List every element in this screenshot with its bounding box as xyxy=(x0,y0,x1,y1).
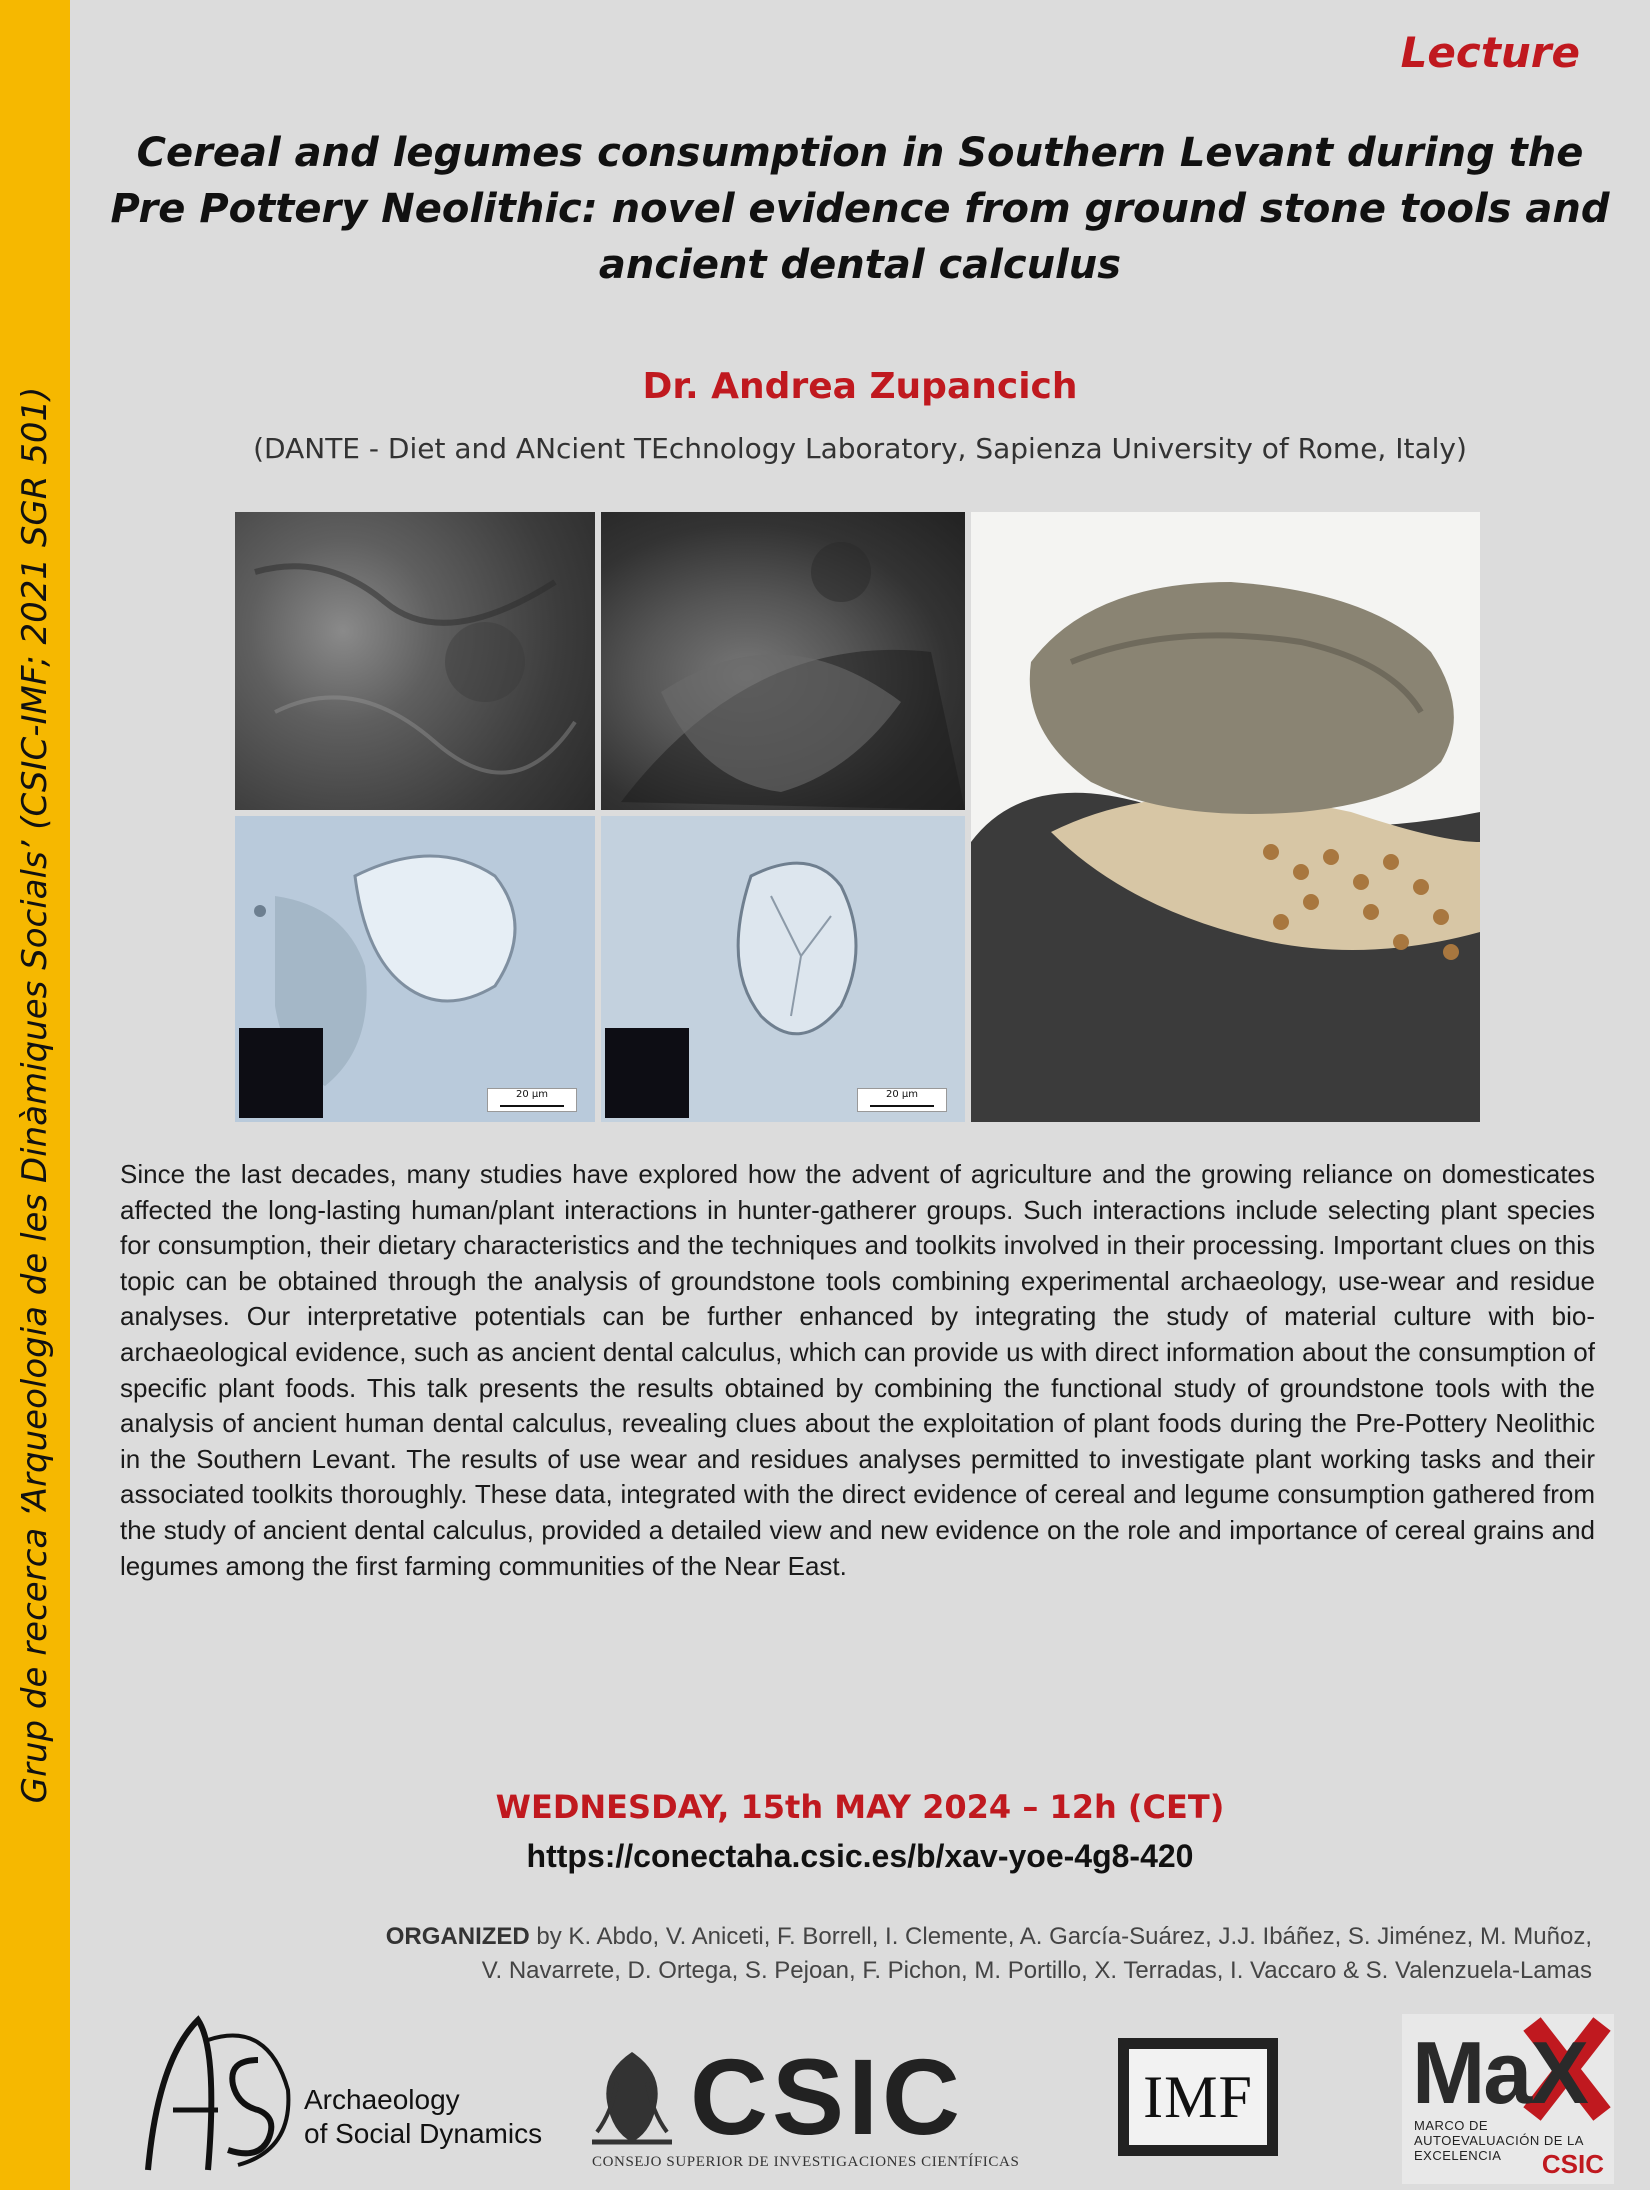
scale-bar: 20 µm xyxy=(857,1088,947,1112)
organizers-names-2: V. Navarrete, D. Ortega, S. Pejoan, F. Pichon, M. Portillo, X. Terradas, I. Vaccaro & S. Valenzuela-Lamas xyxy=(481,1957,1592,1984)
logo-strip xyxy=(70,2000,1650,2190)
stone-surface-micrograph-2 xyxy=(601,512,965,810)
asd-name-line-1: Archaeology xyxy=(304,2084,460,2115)
abstract-text: Since the last decades, many studies have explored how the advent of agriculture and the growing reliance on domesticates affected the long-lasting human/plant interactions in hunter-gatherer groups. Such interactions include selecting plant species for consumption, their dietary characteristics and the techniques and toolkits involved in their processing. Important clues on this topic can be obtained through the analysis of groundstone tools combining experimental archaeology, use-wear and residue analyses. Our interpretative potentials can be further enhanced by integrating the study of material culture with bio-archaeological evidence, such as ancient dental calculus, which can provide us with direct information about the consumption of specific plant foods. This talk presents the results obtained by combining the functional study of groundstone tools with the analysis of ancient human dental calculus, revealing clues about the exploitation of plant foods during the Pre-Pottery Neolithic in the Southern Levant. The results of use wear and residues analyses permitted to investigate plant working tasks and their associated toolkits thoroughly. These data, integrated with the direct evidence of cereal and legume consumption gathered from the study of ancient dental calculus, provided a detailed view and new evidence on the role and importance of cereal grains and legumes among the first farming communities of the Near East. xyxy=(120,1159,1595,1581)
title-line-2: Pre Pottery Neolithic: novel evidence from ground stone tools and xyxy=(110,186,1610,232)
sidebar-text: Grup de recerca ‘Arqueologia de les Dinàmiques Socials’ (CSIC-IMF; 2021 SGR 501) xyxy=(15,386,55,1804)
image-collage xyxy=(235,512,1480,1122)
max-logo xyxy=(1402,2014,1614,2184)
imf-logo xyxy=(1118,2038,1278,2156)
max-wordmark: MaX xyxy=(1412,2023,1587,2122)
csic-wordmark: CSIC xyxy=(690,2036,965,2157)
csic-emblem-icon xyxy=(582,2042,682,2152)
grinding-stone-illustration xyxy=(971,512,1480,1122)
starch-granule-micrograph-2 xyxy=(601,816,965,1122)
organizers xyxy=(130,1920,1592,1988)
organized-label: ORGANIZED xyxy=(385,1923,530,1950)
max-subtitle: MARCO DE AUTOEVALUACIÓN DE LA EXCELENCIA xyxy=(1414,2118,1584,2163)
csic-subtitle: CONSEJO SUPERIOR DE INVESTIGACIONES CIENTÍFICAS xyxy=(592,2154,1020,2170)
asd-mark-icon xyxy=(118,2000,298,2175)
starch-granule-micrograph-1 xyxy=(235,816,595,1122)
asd-name xyxy=(304,2083,542,2151)
event-date: WEDNESDAY, 15th MAY 2024 – 12h (CET) xyxy=(495,1788,1225,1826)
event-link[interactable]: https://conectaha.csic.es/b/xav-yoe-4g8-420 xyxy=(526,1838,1194,1874)
texture-overlay xyxy=(235,512,595,810)
lecture-title xyxy=(110,125,1610,293)
lecture-label: Lecture xyxy=(1400,28,1580,77)
title-line-3: ancient dental calculus xyxy=(598,242,1122,288)
sidebar xyxy=(0,0,70,2190)
speaker-name: Dr. Andrea Zupancich xyxy=(642,366,1078,407)
asd-logo xyxy=(118,2000,568,2175)
imf-wordmark: IMF xyxy=(1129,2049,1267,2145)
polarized-inset xyxy=(605,1028,689,1118)
grinding-stone-photo xyxy=(971,512,1480,1122)
speaker-affiliation: (DANTE - Diet and ANcient TEchnology Laboratory, Sapienza University of Rome, Italy) xyxy=(253,432,1467,465)
title-line-1: Cereal and legumes consumption in Southern Levant during the xyxy=(136,130,1584,176)
stone-surface-micrograph-1 xyxy=(235,512,595,810)
scale-bar: 20 µm xyxy=(487,1088,577,1112)
polarized-inset xyxy=(239,1028,323,1118)
csic-logo xyxy=(582,2036,1042,2172)
asd-name-line-2: of Social Dynamics xyxy=(304,2118,543,2149)
texture-overlay xyxy=(601,512,965,810)
organizers-line-1 xyxy=(130,1920,1592,1954)
organizers-names-1: by K. Abdo, V. Aniceti, F. Borrell, I. Clemente, A. García-Suárez, J.J. Ibáñez, S. Jiménez, M. Muñoz, xyxy=(529,1923,1592,1950)
max-csic-label: CSIC xyxy=(1541,2149,1604,2179)
